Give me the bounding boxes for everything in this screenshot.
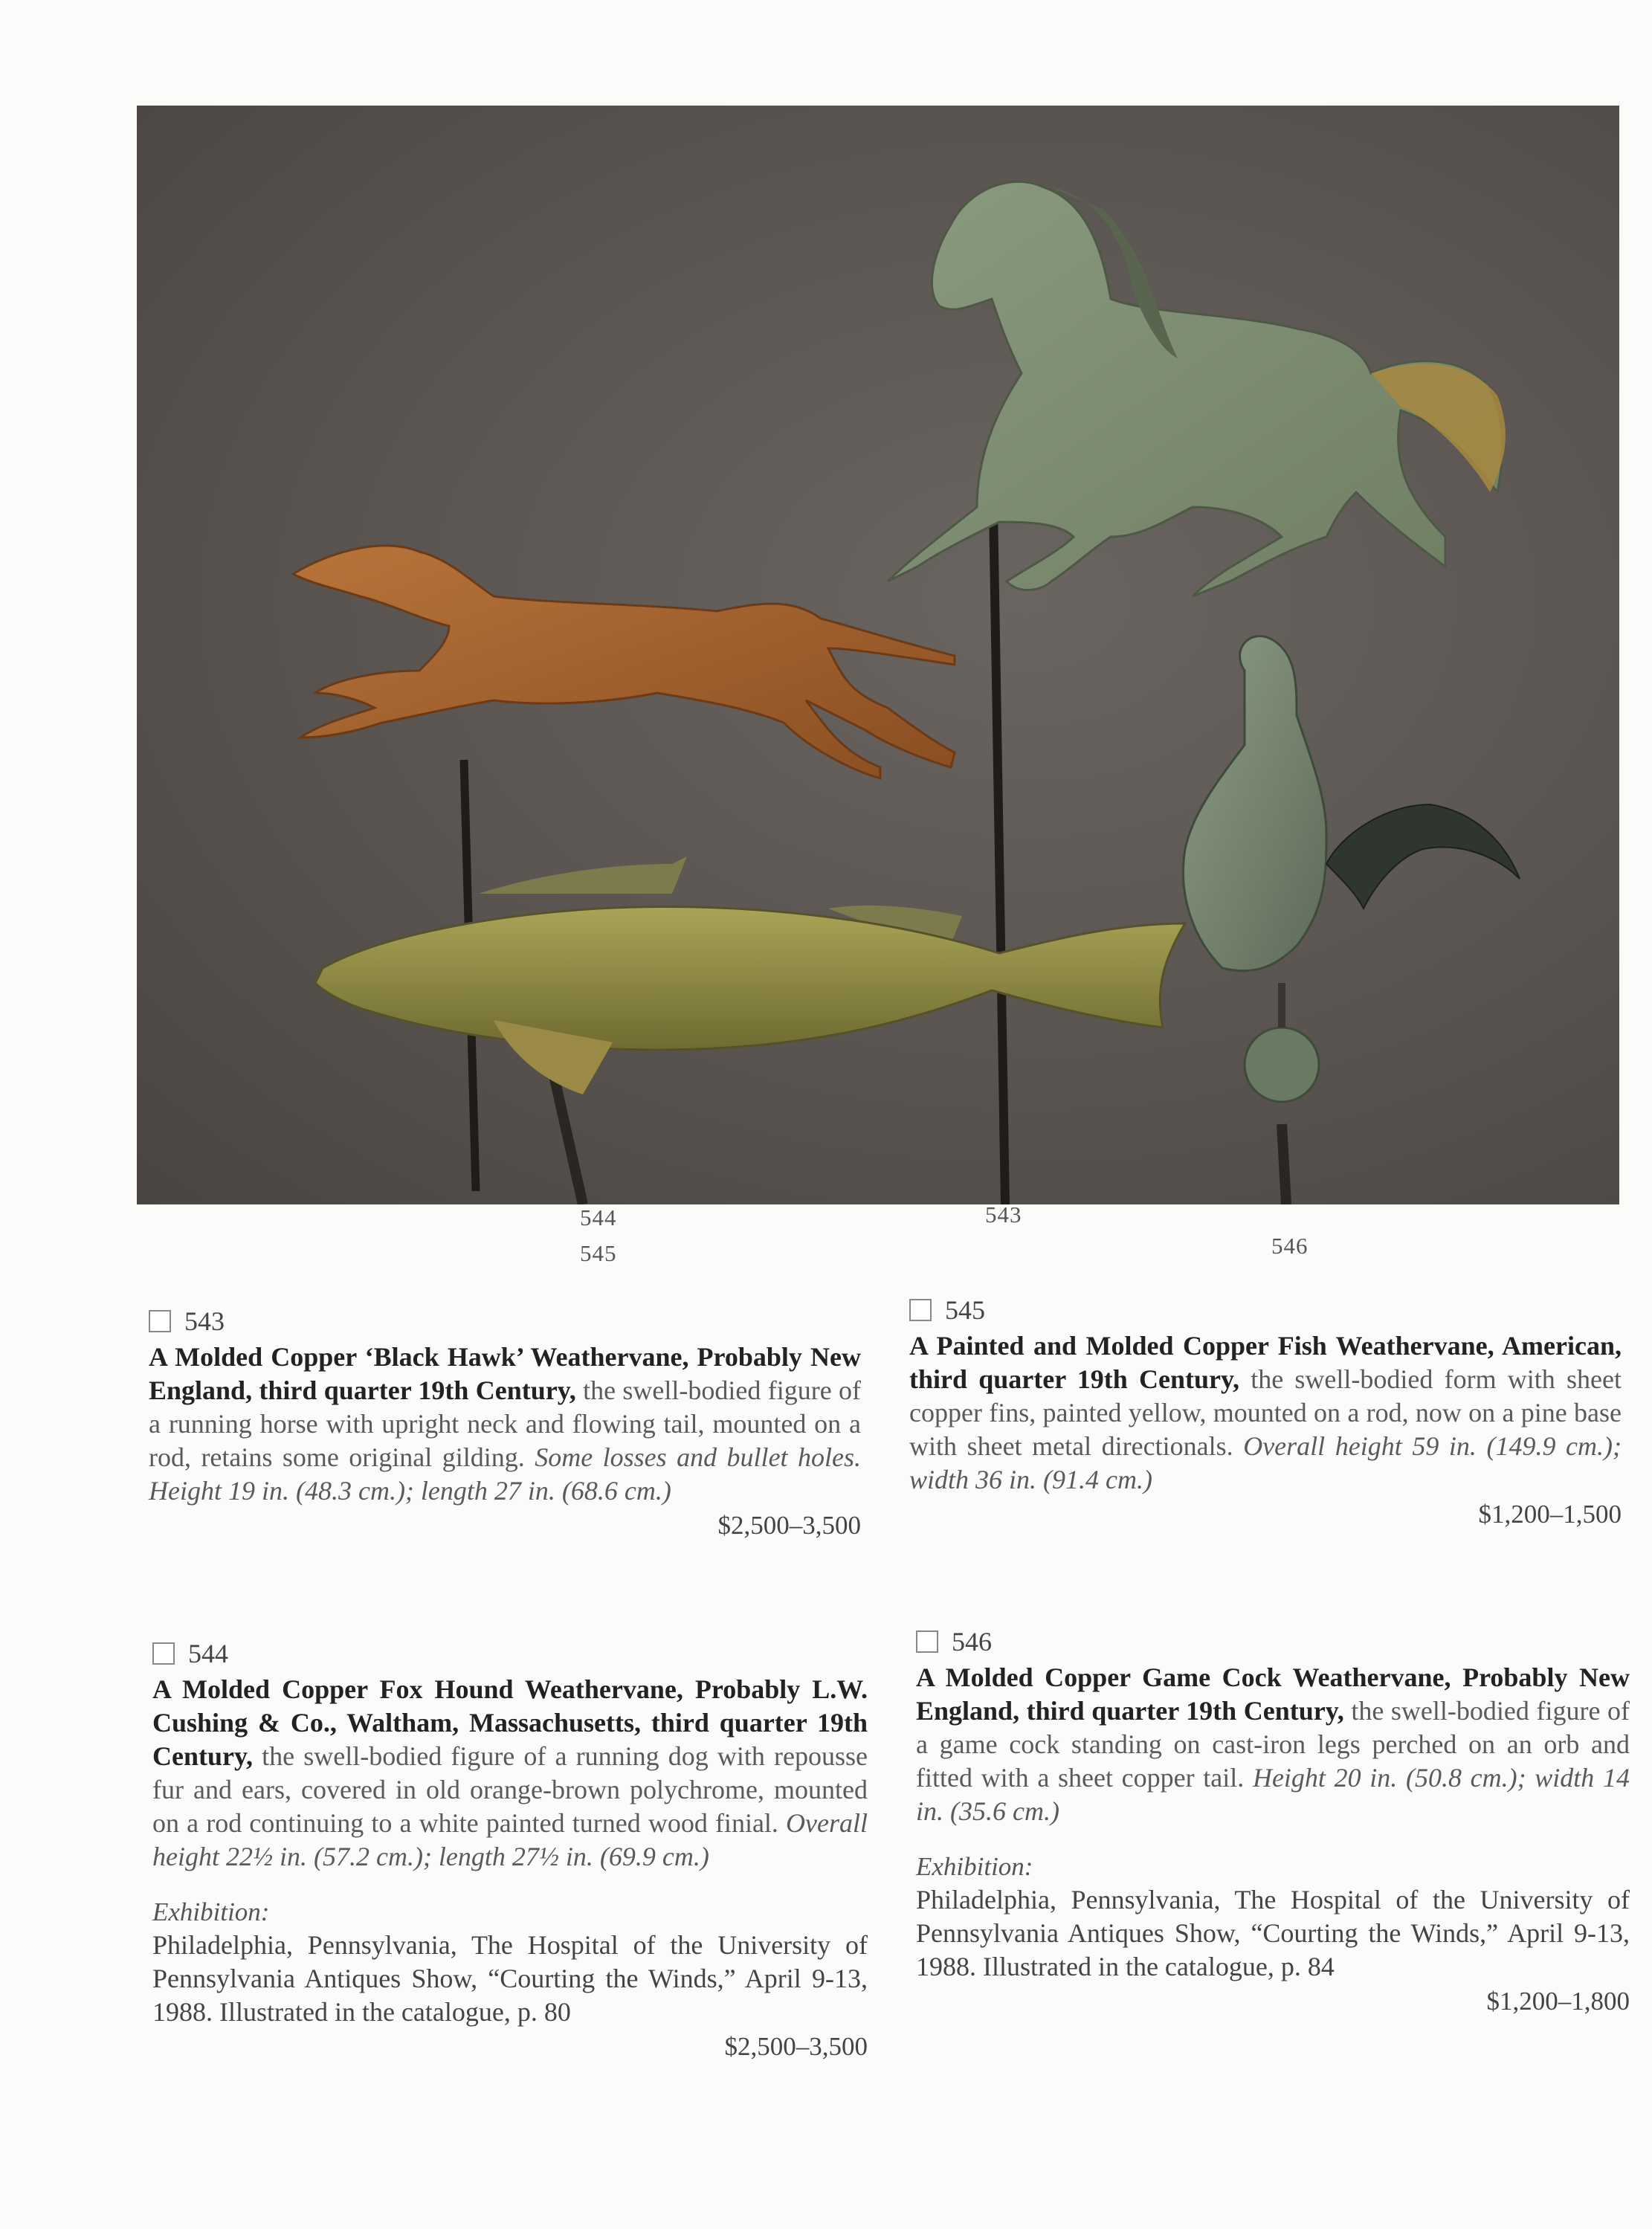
lot-description [152, 1673, 868, 1874]
exhibition-label: Exhibition: [152, 1897, 270, 1926]
lot-dimensions: Height 20 in. (50.8 cm.); width 14 in. (35.6 cm.) [916, 1763, 1630, 1826]
lot-title: A Molded Copper Game Cock Weathervane, Probably New England, third quarter 19th Century, [916, 1662, 1630, 1726]
lot-dimensions: Overall height 22½ in. (57.2 cm.); length 27½ in. (69.9 cm.) [152, 1808, 868, 1871]
horse-weathervane [888, 181, 1506, 596]
lot-estimate: $2,500–3,500 [724, 2032, 868, 2061]
lot-estimate: $1,200–1,500 [1478, 1500, 1622, 1529]
lot-number: 545 [945, 1295, 985, 1325]
lot-title: A Painted and Molded Copper Fish Weathervane, American, third quarter 19th Century, [909, 1331, 1622, 1394]
photo-label-545: 545 [580, 1240, 617, 1266]
weathervane-photo [137, 106, 1619, 1204]
lot-checkbox[interactable] [909, 1299, 932, 1321]
photo-label-543: 543 [985, 1201, 1022, 1228]
weathervane-illustration [137, 106, 1619, 1204]
lot-number: 543 [184, 1306, 225, 1336]
exhibition-text: Philadelphia, Pennsylvania, The Hospital of the University of Pennsylvania Antiques Show, “Courting the Winds,” April 9-13, 1988. Illustrated in the catalogue, p. 84 [916, 1885, 1630, 1981]
lot-body: the swell-bodied figure of a running dog with repousse fur and ears, covered in old orange-brown polychrome, mounted on a rod continuing to a white painted turned wood finial. [152, 1741, 868, 1838]
lot-entry-544 [152, 1637, 868, 2062]
lot-checkbox[interactable] [149, 1310, 171, 1332]
exhibition-label: Exhibition: [916, 1852, 1033, 1881]
exhibition-text: Philadelphia, Pennsylvania, The Hospital of the University of Pennsylvania Antiques Show, “Courting the Winds,” April 9-13, 1988. Illustrated in the catalogue, p. 80 [152, 1930, 868, 2027]
lot-body: the swell-bodied figure of a running horse with upright neck and flowing tail, mounted on a rod, retains some original gilding. [149, 1375, 861, 1472]
lot-description [909, 1329, 1622, 1497]
fish-weathervane [315, 857, 1185, 1094]
lot-entry-543 [149, 1305, 861, 1541]
horse-rod [993, 507, 1005, 1204]
lot-description [916, 1661, 1630, 1828]
hound-weathervane [293, 546, 955, 778]
lot-title: A Molded Copper Fox Hound Weathervane, Probably L.W. Cushing & Co., Waltham, Massachusetts, third quarter 19th Century, [152, 1674, 868, 1771]
lot-checkbox[interactable] [916, 1630, 938, 1653]
lot-description [149, 1341, 861, 1508]
lot-dimensions: Some losses and bullet holes. Height 19 in. (48.3 cm.); length 27 in. (68.6 cm.) [149, 1442, 861, 1506]
lot-entry-545 [909, 1294, 1622, 1529]
photo-label-544: 544 [580, 1204, 617, 1230]
lot-estimate: $2,500–3,500 [717, 1511, 861, 1540]
lot-entry-546 [916, 1625, 1630, 2016]
lot-dimensions: Overall height 59 in. (149.9 cm.); width 36 in. (91.4 cm.) [909, 1431, 1622, 1494]
lot-number: 544 [188, 1639, 228, 1668]
lot-title: A Molded Copper ‘Black Hawk’ Weathervane, Probably New England, third quarter 19th Century, [149, 1342, 861, 1405]
lot-estimate: $1,200–1,800 [1486, 1987, 1630, 2016]
rooster-weathervane [1183, 636, 1520, 1102]
lot-number: 546 [952, 1627, 992, 1657]
lot-checkbox[interactable] [152, 1642, 175, 1665]
rooster-rod [1282, 1124, 1286, 1204]
lot-body: the swell-bodied form with sheet copper fins, painted yellow, mounted on a rod, now on a pine base with sheet metal directionals. [909, 1364, 1622, 1461]
photo-label-546: 546 [1271, 1233, 1309, 1259]
lot-body: the swell-bodied figure of a game cock standing on cast-iron legs perched on an orb and fitted with a sheet copper tail. [916, 1696, 1630, 1793]
